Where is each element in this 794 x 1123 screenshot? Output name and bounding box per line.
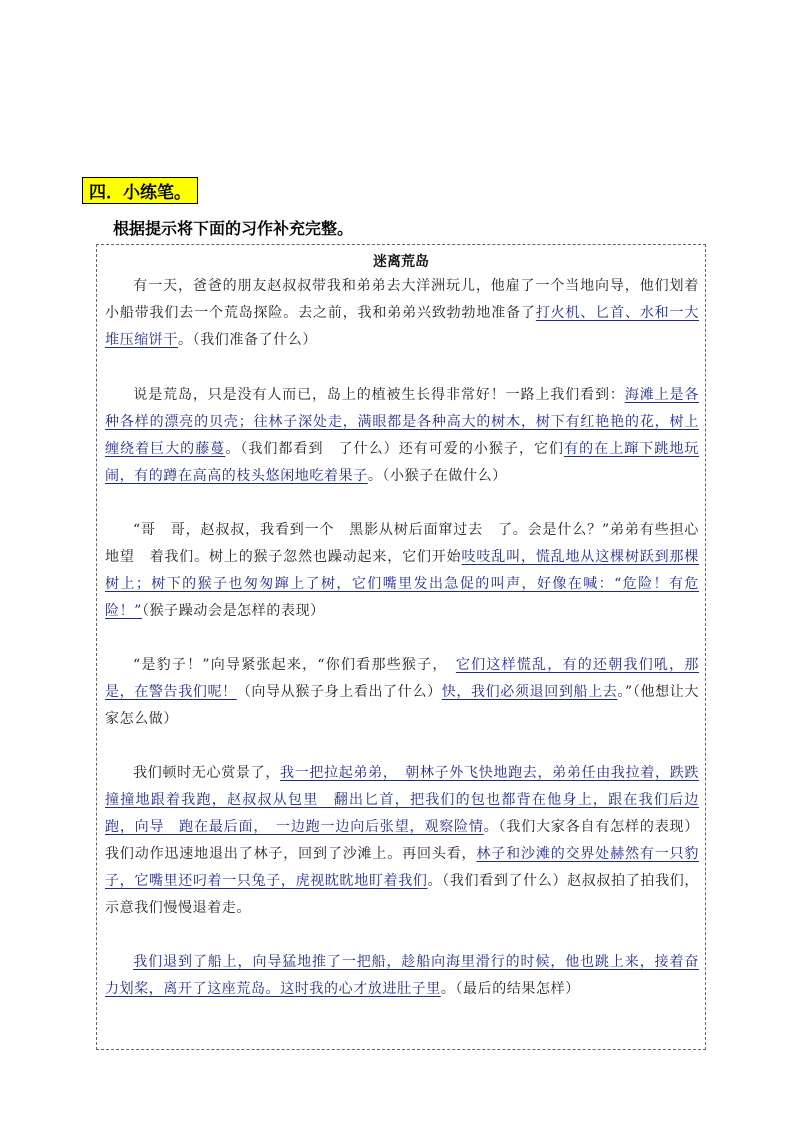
prompt-text: 说是荒岛，只是没有人而已，岛上的植被生长得非常好！一路上我们看到： — [133, 387, 625, 403]
essay-paragraph-5 — [105, 760, 699, 922]
prompt-text: “哥 哥，赵叔叔，我看到一个 黑影从树后面窜过去 了。会是什么？”弟弟有些担心地望 着我们。树上的猴子忽然也躁动起来，它们开始 — [105, 522, 699, 565]
instruction-text: 根据提示将下面的习作补充完整。 — [113, 219, 354, 238]
prompt-text: 。（我们准备了什么） — [178, 332, 317, 348]
prompt-text: （向导从猴子身上看出了什么） — [236, 684, 442, 700]
essay-paragraph-4 — [105, 652, 699, 733]
answer-text: 我们退到了船上，向导猛地推了一把船，趁船向海里滑行的时候，他也跳上来，接着奋力划桨，离开了这座荒岛。这时我的心才放进肚子里 — [105, 954, 699, 997]
answer-text: 有的在上蹿下跳地玩闹，有的蹲在高高的枝头悠闲地吃着果子 — [105, 441, 699, 484]
prompt-text: 。（我们大家各自有怎样的表现）我们动作迅速地退出了林子，回到了沙滩上。再回头看， — [105, 819, 699, 862]
essay-box — [96, 244, 706, 1050]
section-label: 四．小练笔。 — [82, 177, 198, 204]
prompt-text: 有一天，爸爸的朋友赵叔叔带我和弟弟去大洋洲玩儿，他雇了一个当地向导，他们划着小船带我们去一个荒岛探险。去之前，我和弟弟兴致勃勃地准备了 — [105, 278, 699, 321]
answer-text: 我一把拉起弟弟， 朝林子外飞快地跑去，弟弟任由我拉着，跌跌撞撞地跟着我跑，赵叔叔从包里 翻出匕首，把我们的包也都背在他身上，跟在我们后边跑，向导 跑在最后面， 一边跑一边向后张望，观察险情 — [105, 765, 699, 835]
answer-text: 它们这样慌乱，有的还朝我们吼，那是，在警告我们呢！ — [105, 657, 699, 700]
prompt-text: （猴子躁动会是怎样的表现） — [141, 603, 325, 619]
answer-text: 林子和沙滩的交界处赫然有一只豹子，它嘴里还叼着一只兔子，虎视眈眈地盯着我们 — [105, 846, 700, 889]
answer-text: 快，我们必须退回到船上去 — [441, 684, 618, 700]
answer-text: 海滩上是各种各样的漂亮的贝壳；往林子深处走，满眼都是各种高大的树木，树下有红艳艳的花，树上缠绕着巨大的藤蔓 — [105, 387, 699, 457]
essay-title: 迷离荒岛 — [373, 254, 429, 270]
essay-paragraph-6 — [105, 949, 699, 1003]
prompt-text: 。”（他想让大家怎么做） — [105, 684, 700, 727]
essay-paragraph-2 — [105, 382, 699, 490]
answer-text: 打火机、匕首、水和一大堆压缩饼干 — [105, 305, 699, 348]
prompt-text: 我们顿时无心赏景了， — [133, 765, 281, 781]
prompt-text: 。（最后的结果怎样） — [440, 981, 580, 997]
prompt-text: 。（小猴子在做什么） — [367, 468, 507, 484]
answer-text: 吱吱乱叫，慌乱地从这棵树跃到那棵树上；树下的猴子也匆匆蹿上了树，它们嘴里发出急促的叫声，好像在喊：“危险！有危险！” — [105, 549, 699, 619]
prompt-text: 。（我们看到了什么）赵叔叔拍了拍我们，示意我们慢慢退着走。 — [105, 873, 699, 916]
essay-paragraph-3 — [105, 517, 699, 625]
prompt-text: “是豹子！”向导紧张起来，“你们看那些猴子， — [133, 657, 456, 673]
prompt-text: 。（我们都看到 了什么）还有可爱的小猴子，它们 — [225, 441, 565, 457]
essay-paragraph-1 — [105, 273, 699, 354]
